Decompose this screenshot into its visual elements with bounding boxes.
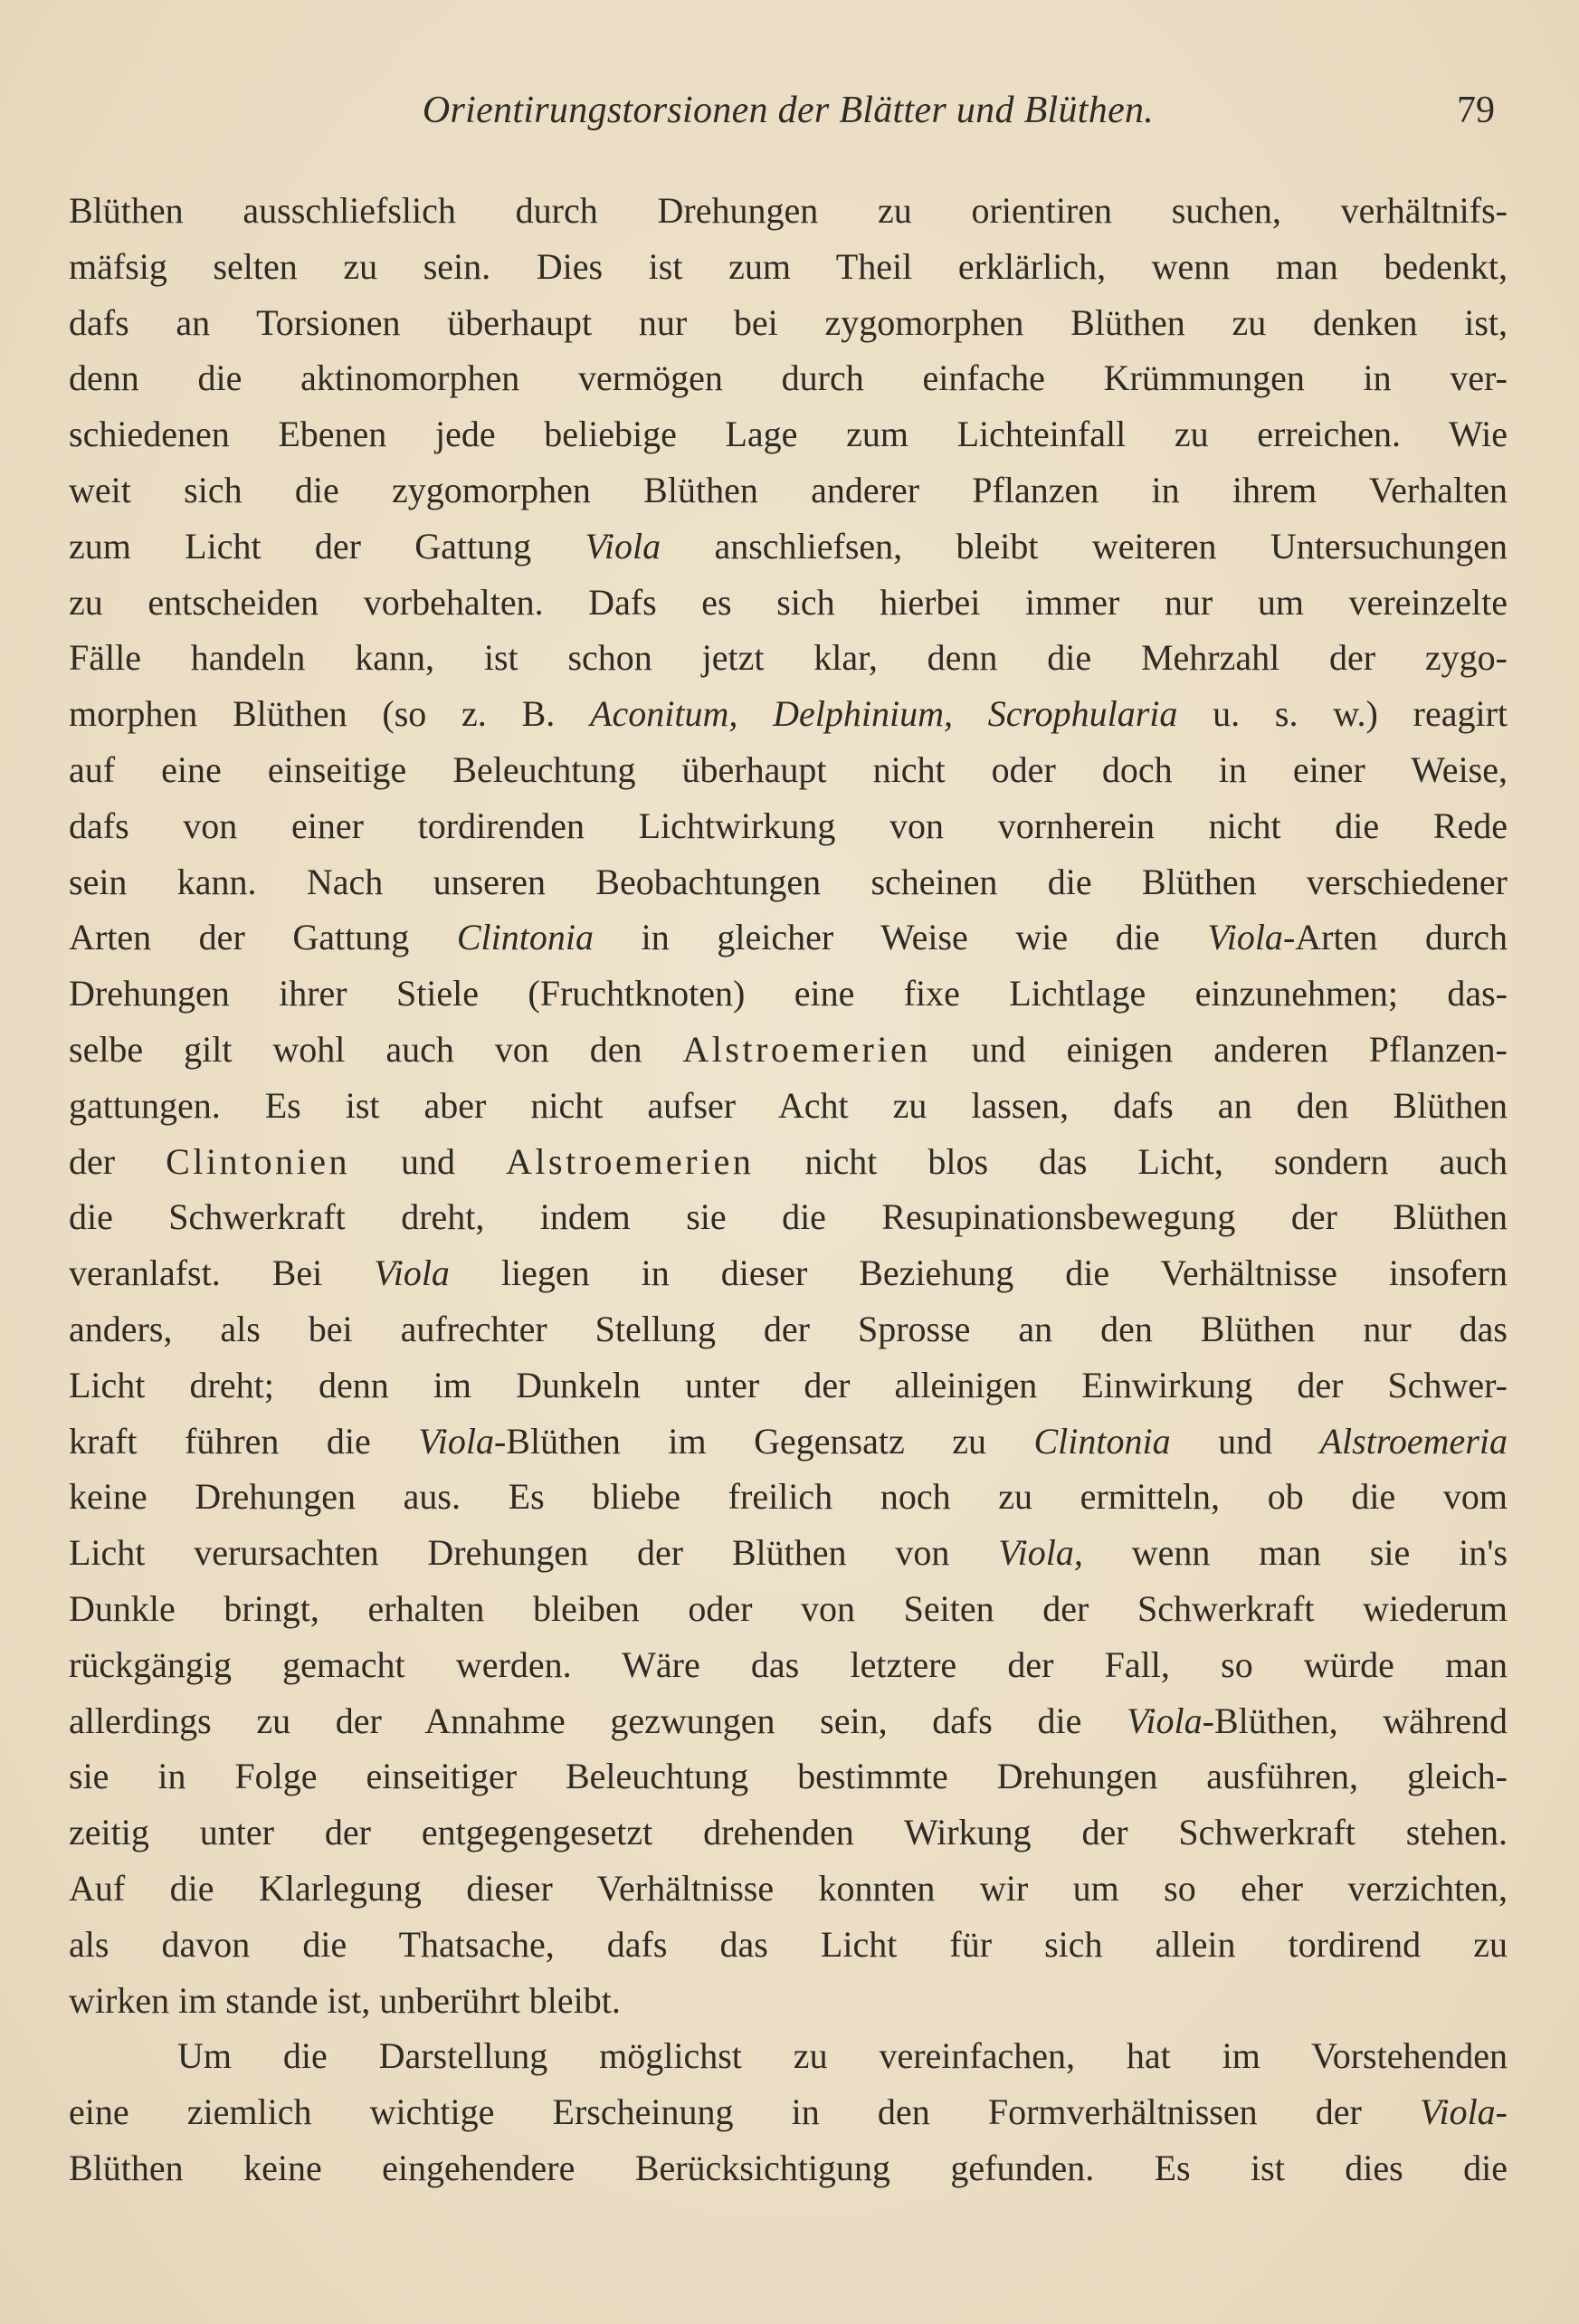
text-run: Arten der Gattung xyxy=(69,917,457,958)
text-run: Blüthen ausschliefslich durch Drehungen zu orientiren suchen, verhältnifs- xyxy=(69,190,1508,231)
spaced-term: Clintonien xyxy=(166,1140,350,1182)
text-run: denn die aktinomorphen vermögen durch einfache Krümmungen in ver- xyxy=(69,357,1508,399)
text-run: liegen in dieser Beziehung die Verhältnisse insofern xyxy=(449,1252,1508,1294)
running-title: Orientirungstorsionen der Blätter und Blüthen. xyxy=(422,90,1155,131)
text-run: anders, als bei aufrechter Stellung der Sprosse an den Blüthen nur das xyxy=(69,1308,1508,1349)
text-run: keine Drehungen aus. Es bliebe freilich noch zu ermitteln, ob die vom xyxy=(69,1476,1508,1518)
text-run: weit sich die zygomorphen Blüthen anderer Pflanzen in ihrem Verhalten xyxy=(69,469,1508,510)
text-run: Dunkle bringt, erhalten bleiben oder von Seiten der Schwerkraft wiederum xyxy=(69,1587,1508,1629)
text-run: -Arten durch xyxy=(1282,917,1508,958)
spaced-term: Alstroemerien xyxy=(682,1028,931,1070)
italic-term: Clintonia xyxy=(1033,1420,1171,1462)
italic-term: Viola, xyxy=(998,1532,1083,1574)
text-line xyxy=(69,966,1508,1022)
text-run: Licht verursachten Drehungen der Blüthen von xyxy=(69,1532,999,1574)
text-run: und xyxy=(349,1140,507,1182)
text-line xyxy=(69,1525,1508,1581)
text-run: Auf die Klarlegung dieser Verhältnisse konnten wir um so eher verzichten, xyxy=(69,1867,1508,1909)
text-run: und einigen anderen Pflanzen- xyxy=(930,1028,1508,1070)
text-run: kraft führen die xyxy=(69,1420,419,1462)
text-run: dafs an Torsionen überhaupt nur bei zygomorphen Blüthen zu denken ist, xyxy=(69,301,1508,343)
text-run: Licht dreht; denn im Dunkeln unter der alleinigen Einwirkung der Schwer- xyxy=(69,1364,1508,1405)
text-run: rückgängig gemacht werden. Wäre das letztere der Fall, so würde man xyxy=(69,1643,1508,1685)
text-run: sein kann. Nach unseren Beobachtungen scheinen die Blüthen verschiedener xyxy=(69,861,1508,902)
italic-term: Viola xyxy=(418,1420,494,1462)
text-run: sie in Folge einseitiger Beleuchtung bestimmte Drehungen ausführen, gleich- xyxy=(69,1756,1508,1797)
text-line xyxy=(69,350,1508,406)
text-line xyxy=(69,686,1508,742)
text-run: selbe gilt wohl auch von den xyxy=(69,1028,683,1070)
text-run: die Schwerkraft dreht, indem sie die Resupinationsbewegung der Blüthen xyxy=(69,1196,1508,1238)
text-line xyxy=(69,2084,1508,2140)
italic-term: Alstroemeria xyxy=(1319,1420,1508,1462)
text-line xyxy=(69,406,1508,462)
text-run: zu entscheiden vorbehalten. Dafs es sich hierbei immer nur um vereinzelte xyxy=(69,581,1508,623)
text-line xyxy=(69,1581,1508,1637)
text-line xyxy=(69,1637,1508,1693)
text-line xyxy=(69,295,1508,351)
page-number: 79 xyxy=(1457,90,1495,131)
text-run: Blüthen keine eingehendere Berücksichtigung gefunden. Es ist dies die xyxy=(69,2147,1508,2188)
text-line xyxy=(69,239,1508,295)
text-line xyxy=(69,1693,1508,1749)
text-line xyxy=(69,575,1508,631)
text-run: eine ziemlich wichtige Erscheinung in den Formverhältnissen der xyxy=(69,2091,1420,2133)
text-run: Um die Darstellung möglichst zu vereinfachen, hat im Vorstehenden xyxy=(177,2035,1508,2077)
text-line xyxy=(69,742,1508,798)
text-line xyxy=(69,462,1508,519)
italic-term: Viola xyxy=(585,525,661,567)
text-line xyxy=(69,519,1508,575)
text-run: als davon die Thatsache, dafs das Licht für sich allein tordirend zu xyxy=(69,1923,1508,1965)
italic-term: Viola xyxy=(1207,917,1283,958)
body-text xyxy=(69,183,1508,2196)
text-line xyxy=(69,854,1508,910)
text-run: mäfsig selten zu sein. Dies ist zum Theil erklärlich, wenn man bedenkt, xyxy=(69,245,1508,287)
text-line xyxy=(69,630,1508,686)
text-run: nicht blos das Licht, sondern auch xyxy=(754,1140,1508,1182)
text-line xyxy=(69,1805,1508,1861)
text-run: gattungen. Es ist aber nicht aufser Acht zu lassen, dafs an den Blüthen xyxy=(69,1084,1508,1126)
paragraph-start-line xyxy=(69,2028,1508,2084)
text-run: wirken im stande ist, unberührt bleibt. xyxy=(69,1979,621,2021)
spaced-term: Alstroemerien xyxy=(506,1140,755,1182)
text-line xyxy=(69,2140,1508,2196)
text-run: auf eine einseitige Beleuchtung überhaupt nicht oder doch in einer Weise, xyxy=(69,748,1508,790)
text-line xyxy=(69,1917,1508,1973)
text-line xyxy=(69,910,1508,966)
text-run: anschliefsen, bleibt weiteren Untersuchungen xyxy=(661,525,1508,567)
text-run: morphen Blüthen (so z. B. xyxy=(69,693,591,735)
text-line xyxy=(69,1861,1508,1917)
italic-term: Viola- xyxy=(1419,2091,1508,2133)
text-line xyxy=(69,1469,1508,1525)
text-run: zum Licht der Gattung xyxy=(69,525,585,567)
text-line xyxy=(69,1301,1508,1357)
text-line xyxy=(69,798,1508,854)
text-line xyxy=(69,1357,1508,1414)
text-run: zeitig unter der entgegengesetzt drehenden Wirkung der Schwerkraft stehen. xyxy=(69,1812,1508,1853)
text-line xyxy=(69,1748,1508,1805)
text-line xyxy=(69,1134,1508,1190)
text-run: -Blüthen, während xyxy=(1202,1700,1508,1741)
page-header xyxy=(69,83,1508,138)
text-run: allerdings zu der Annahme gezwungen sein, dafs die xyxy=(69,1700,1127,1741)
text-line xyxy=(69,1973,1508,2029)
text-run: Fälle handeln kann, ist schon jetzt klar, denn die Mehrzahl der zygo- xyxy=(69,637,1508,679)
text-line xyxy=(69,1245,1508,1301)
text-line xyxy=(69,1189,1508,1245)
italic-term: Aconitum, Delphinium, Scrophularia xyxy=(590,693,1178,735)
text-line xyxy=(69,1022,1508,1078)
text-run: der xyxy=(69,1140,166,1182)
text-run: schiedenen Ebenen jede beliebige Lage zum Lichteinfall zu erreichen. Wie xyxy=(69,414,1508,455)
text-line xyxy=(69,1078,1508,1134)
italic-term: Clintonia xyxy=(456,917,594,958)
text-run: in gleicher Weise wie die xyxy=(594,917,1208,958)
text-run: und xyxy=(1170,1420,1320,1462)
text-run: -Blüthen im Gegensatz zu xyxy=(493,1420,1034,1462)
italic-term: Viola xyxy=(374,1252,450,1294)
text-run: Drehungen ihrer Stiele (Fruchtknoten) eine fixe Lichtlage einzunehmen; das- xyxy=(69,973,1508,1014)
text-run: dafs von einer tordirenden Lichtwirkung von vornherein nicht die Rede xyxy=(69,805,1508,846)
text-line xyxy=(69,1414,1508,1470)
italic-term: Viola xyxy=(1126,1700,1203,1741)
text-run: wenn man sie in's xyxy=(1082,1532,1508,1574)
text-run: veranlafst. Bei xyxy=(69,1252,375,1294)
text-run: u. s. w.) reagirt xyxy=(1177,693,1508,735)
text-line xyxy=(69,183,1508,239)
